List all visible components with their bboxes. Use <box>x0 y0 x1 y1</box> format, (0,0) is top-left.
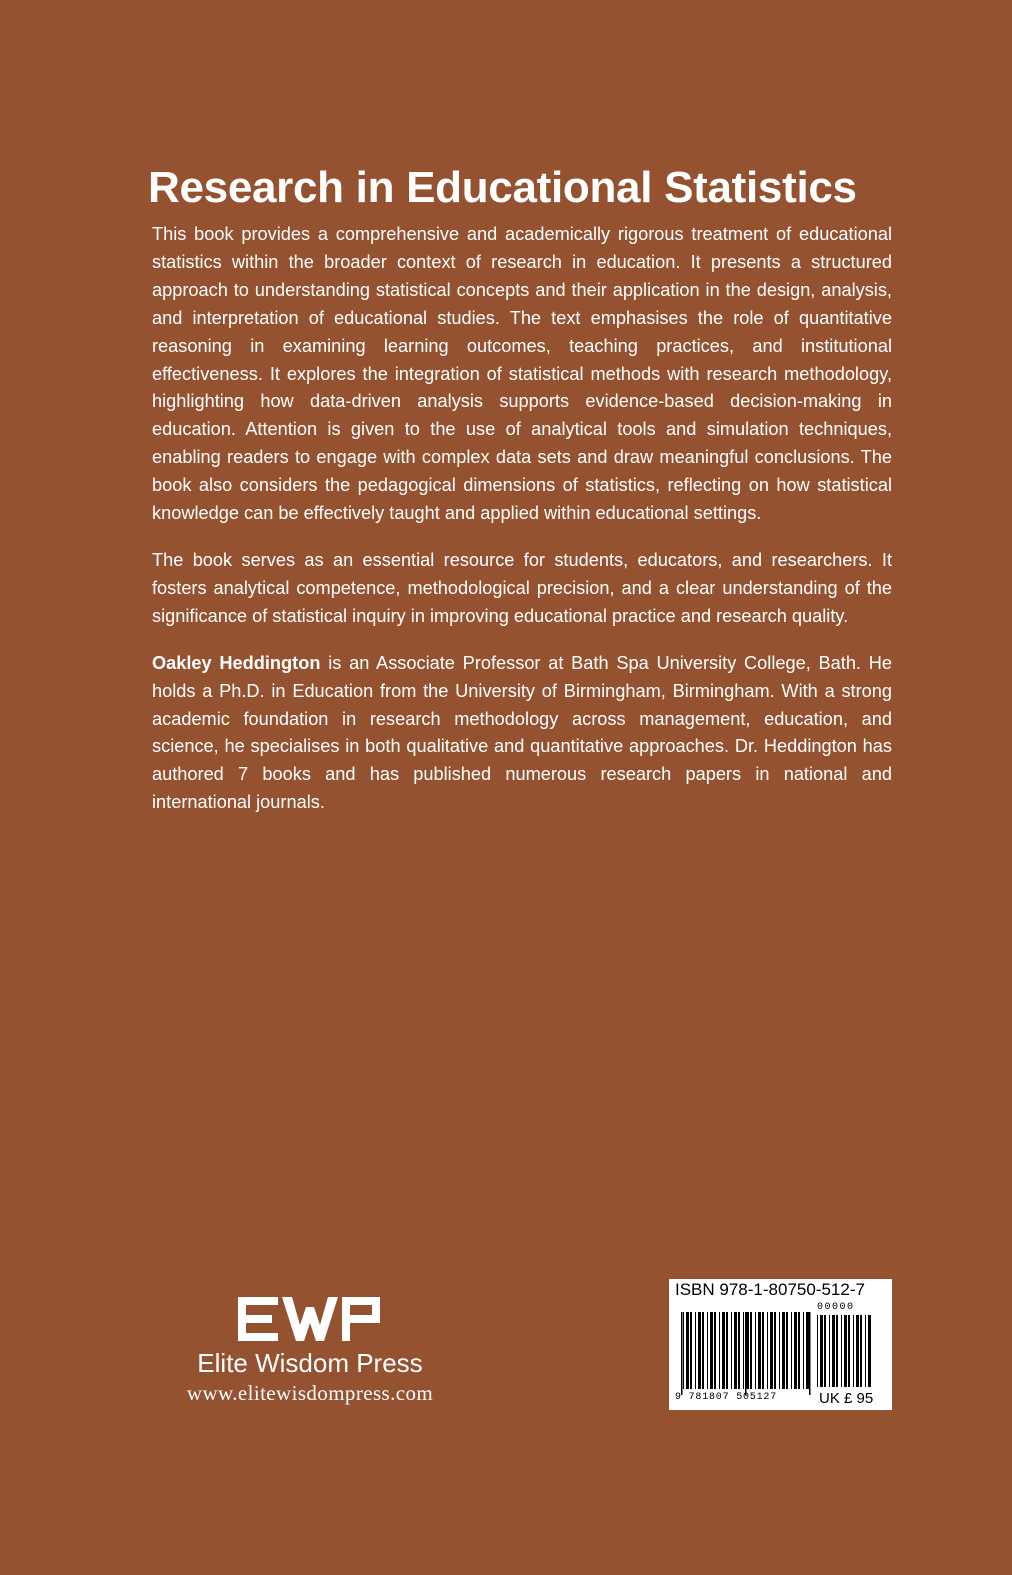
author-bio <box>152 650 892 817</box>
back-cover-blurb <box>152 221 892 836</box>
publisher-logo <box>238 1293 383 1343</box>
book-title: Research in Educational Statistics <box>148 163 857 212</box>
price-label: UK £ 95 <box>819 1390 874 1407</box>
author-name: Oakley Heddington <box>152 652 321 673</box>
publisher-url: www.elitewisdompress.com <box>186 1381 434 1405</box>
isbn-barcode <box>669 1279 892 1410</box>
author-bio-text: is an Associate Professor at Bath Spa University College, Bath. He holds a Ph.D. in Education from the University of Birmingham, Birmingham. With a strong academic foundation in research methodology across management, education, and science, he specialises in both qualitative and quantitative approaches. Dr. Heddington has authored 7 books and has published numerous research papers in national and international journals. <box>152 652 892 813</box>
isbn-number: ISBN 978-1-80750-512-7 <box>675 1280 865 1299</box>
description-paragraph-2: The book serves as an essential resource for students, educators, and researchers. It fosters analytical competence, methodological precision, and a clear understanding of the significance of statistical inquiry in improving educational practice and research quality. <box>152 549 892 626</box>
ean-digits: 9 781807 505127 <box>675 1392 778 1403</box>
publisher-block <box>150 1293 470 1406</box>
addon-digits: 00000 <box>817 1302 855 1313</box>
publisher-name: Elite Wisdom Press <box>197 1348 423 1378</box>
description-paragraph-1: This book provides a comprehensive and academically rigorous treatment of educational statistics within the broader context of research in education. It presents a structured approach to understanding statistical concepts and their application in the design, analysis, and interpretation of educational studies. The text emphasises the role of quantitative reasoning in examining learning outcomes, teaching practices, and institutional effectiveness. It explores the integration of statistical methods with research methodology, highlighting how data-driven analysis supports evidence-based decision-making in education. Attention is given to the use of analytical tools and simulation techniques, enabling readers to engage with complex data sets and draw meaningful conclusions. The book also considers the pedagogical dimensions of statistics, reflecting on how statistical knowledge can be effectively taught and applied within educational settings. <box>152 224 892 524</box>
